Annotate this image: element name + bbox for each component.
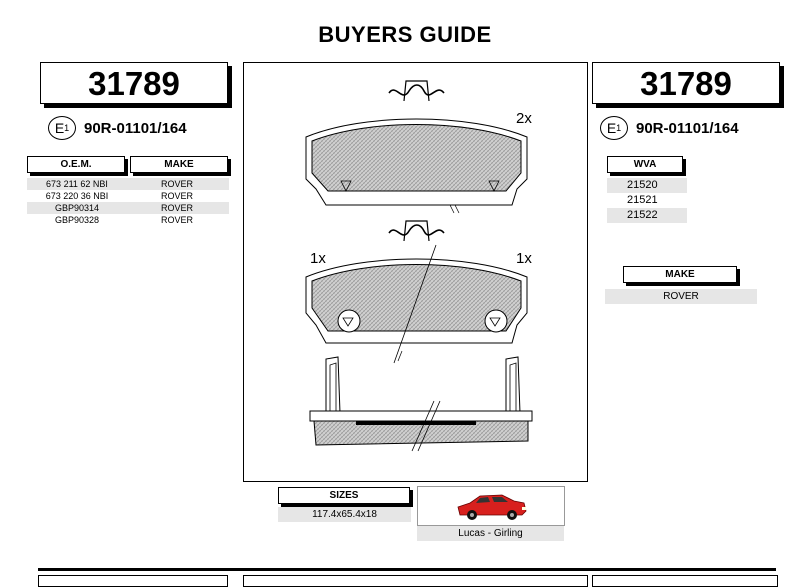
table-row <box>27 190 229 202</box>
ecert-code: 90R-01101/164 <box>636 119 739 137</box>
make-header: MAKE <box>130 156 228 173</box>
brake-pad-drawing <box>243 62 588 482</box>
wva-header: WVA <box>607 156 683 173</box>
red-car-icon <box>418 487 564 525</box>
make-value: ROVER <box>160 203 193 213</box>
part-number-box-right: 31789 <box>592 62 780 104</box>
list-item: 21520 <box>607 178 687 193</box>
part-number-box-left: 31789 <box>40 62 228 104</box>
top-pad-view <box>306 81 532 213</box>
table-row <box>27 178 229 190</box>
table-row <box>27 214 229 226</box>
brake-pad-schematic <box>244 63 587 481</box>
make-value: ROVER <box>160 179 193 189</box>
oem-number: 673 211 62 NBI <box>46 179 108 189</box>
list-item: 21522 <box>607 208 687 223</box>
next-page-box-center <box>243 575 588 587</box>
page-title: BUYERS GUIDE <box>318 22 492 47</box>
make-value: ROVER <box>160 215 193 225</box>
wva-list <box>607 178 687 223</box>
next-page-box-left <box>38 575 228 587</box>
oem-number: 673 220 36 NBI <box>45 191 109 201</box>
oem-number: GBP90328 <box>54 215 100 225</box>
oem-header: O.E.M. <box>27 156 125 173</box>
table-row <box>27 202 229 214</box>
ecert-code: 90R-01101/164 <box>84 119 187 137</box>
ecert-right <box>600 116 739 140</box>
qty-right: 1x <box>516 250 532 267</box>
sizes-value: 117.4x65.4x18 <box>278 507 411 522</box>
make-box-header: MAKE <box>623 266 737 283</box>
vehicle-caption: Lucas - Girling <box>417 526 564 541</box>
next-page-box-right <box>592 575 778 587</box>
ecert-left <box>48 116 187 140</box>
qty-top: 2x <box>516 110 532 127</box>
divider <box>38 568 776 571</box>
e-mark-icon: E 1 <box>600 116 628 140</box>
list-item: 21521 <box>627 194 658 206</box>
e-mark-icon: E 1 <box>48 116 76 140</box>
qty-left: 1x <box>310 250 326 267</box>
make-box-value: ROVER <box>605 289 757 304</box>
oem-table <box>27 178 229 226</box>
middle-pad-view <box>306 221 532 363</box>
side-pad-view <box>310 357 532 451</box>
sizes-header: SIZES <box>278 487 410 504</box>
make-value: ROVER <box>160 191 193 201</box>
oem-number: GBP90314 <box>54 203 100 213</box>
vehicle-image <box>417 486 565 526</box>
